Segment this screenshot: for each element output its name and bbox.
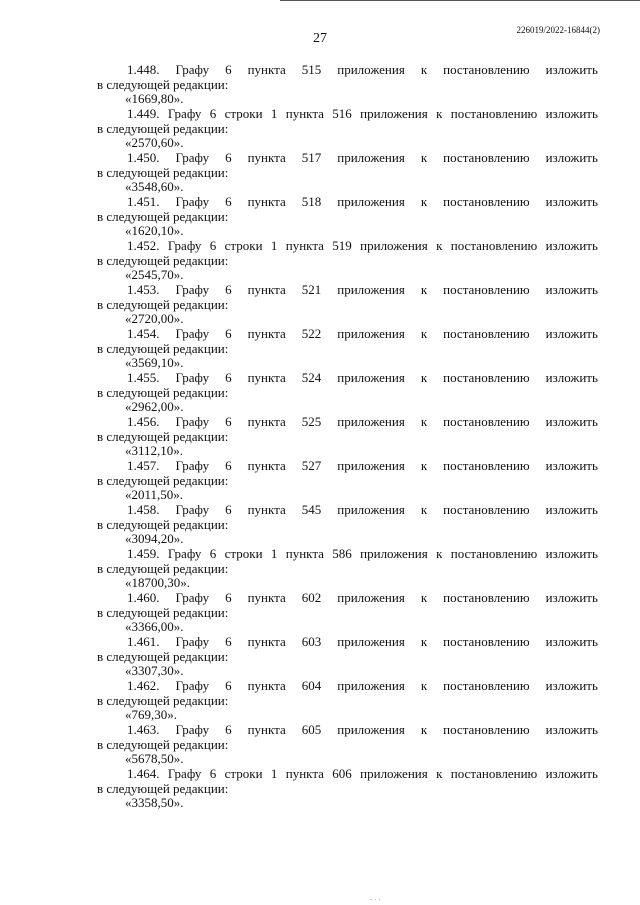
word: пункта: [247, 502, 286, 517]
amendment-value: «3569,10».: [125, 355, 184, 370]
word: пункта: [285, 766, 324, 781]
word: изложить: [545, 414, 598, 429]
amendment-item: [97, 590, 598, 634]
word: строки: [224, 766, 263, 781]
amendment-value: «2545,70».: [125, 267, 184, 282]
word: 1.464.: [127, 766, 160, 781]
word: приложения: [337, 414, 405, 429]
word: Графу: [175, 414, 210, 429]
word: 1.455.: [127, 370, 160, 385]
amendment-line-continuation: в следующей редакции:: [97, 77, 229, 92]
word: постановлению: [443, 414, 530, 429]
footer-mark: · · ·: [370, 896, 381, 904]
word: к: [420, 590, 428, 605]
amendment-line-continuation: в следующей редакции:: [97, 121, 229, 136]
word: к: [420, 678, 428, 693]
amendment-value: «18700,30».: [125, 575, 190, 590]
word: 6: [209, 238, 217, 253]
word: 6: [225, 414, 232, 429]
word: Графу: [175, 502, 210, 517]
word: к: [420, 502, 428, 517]
word: 604: [301, 678, 322, 693]
word: постановлению: [450, 766, 538, 781]
word: приложения: [337, 590, 405, 605]
word: к: [420, 62, 428, 77]
word: изложить: [545, 458, 598, 473]
word: пункта: [247, 194, 286, 209]
word: 521: [301, 282, 322, 297]
word: постановлению: [450, 546, 538, 561]
word: пункта: [247, 150, 286, 165]
amendment-value: «3358,50».: [125, 795, 184, 810]
word: приложения: [360, 766, 428, 781]
word: 1.454.: [127, 326, 160, 341]
amendment-line-continuation: в следующей редакции:: [97, 605, 229, 620]
word: 516: [332, 106, 352, 121]
top-divider: [280, 0, 640, 1]
amendment-line: [97, 194, 598, 210]
amendment-item: [97, 238, 598, 282]
word: Графу: [175, 150, 210, 165]
amendment-line: [97, 502, 598, 518]
word: 1.449.: [127, 106, 160, 121]
amendment-line: [97, 458, 598, 474]
word: Графу: [175, 282, 210, 297]
word: 6: [209, 546, 217, 561]
amendment-value: «3094,20».: [125, 531, 184, 546]
amendment-line-continuation: в следующей редакции:: [97, 209, 229, 224]
word: к: [420, 282, 428, 297]
word: к: [420, 722, 428, 737]
word: 6: [225, 634, 232, 649]
amendment-value: «5678,50».: [125, 751, 184, 766]
amendment-item: [97, 62, 598, 106]
amendment-line-continuation: в следующей редакции:: [97, 253, 229, 268]
amendment-item: [97, 502, 598, 546]
amendment-line: [97, 62, 598, 78]
amendment-line: [97, 282, 598, 298]
word: Графу: [175, 62, 210, 77]
word: Графу: [167, 106, 202, 121]
word: 1.450.: [127, 150, 160, 165]
word: пункта: [285, 106, 324, 121]
word: 1.460.: [127, 590, 160, 605]
word: приложения: [337, 326, 405, 341]
word: пункта: [247, 678, 286, 693]
word: 1.448.: [127, 62, 160, 77]
word: постановлению: [450, 238, 538, 253]
word: постановлению: [443, 370, 530, 385]
word: 518: [301, 194, 322, 209]
amendment-line-continuation: в следующей редакции:: [97, 385, 229, 400]
amendment-line: [97, 414, 598, 430]
word: 1.451.: [127, 194, 160, 209]
word: пункта: [247, 282, 286, 297]
amendment-line-continuation: в следующей редакции:: [97, 341, 229, 356]
word: к: [436, 238, 443, 253]
word: 6: [225, 62, 232, 77]
word: приложения: [360, 106, 428, 121]
amendment-line: [97, 766, 598, 782]
word: приложения: [360, 546, 428, 561]
amendment-line: [97, 590, 598, 606]
amendment-line: [97, 634, 598, 650]
amendment-item: [97, 766, 598, 810]
word: приложения: [360, 238, 428, 253]
word: 6: [225, 722, 232, 737]
word: приложения: [337, 370, 405, 385]
word: постановлению: [443, 678, 530, 693]
word: постановлению: [450, 106, 538, 121]
word: 1: [270, 546, 278, 561]
word: изложить: [545, 238, 598, 253]
word: постановлению: [443, 282, 530, 297]
amendment-item: [97, 458, 598, 502]
amendment-value: «2011,50».: [125, 487, 184, 502]
word: Графу: [175, 678, 210, 693]
word: 1.458.: [127, 502, 160, 517]
amendment-value: «3307,30».: [125, 663, 184, 678]
word: 517: [301, 150, 322, 165]
word: 6: [225, 502, 232, 517]
amendment-value: «2962,00».: [125, 399, 184, 414]
amendment-line-continuation: в следующей редакции:: [97, 165, 229, 180]
amendment-value: «1669,80».: [125, 91, 184, 106]
word: 545: [301, 502, 322, 517]
word: 6: [225, 458, 232, 473]
word: к: [420, 414, 428, 429]
amendment-value: «3548,60».: [125, 179, 184, 194]
page-number: 27: [313, 31, 327, 46]
word: пункта: [247, 590, 286, 605]
word: 1.453.: [127, 282, 160, 297]
word: приложения: [337, 634, 405, 649]
word: приложения: [337, 502, 405, 517]
word: 1.452.: [127, 238, 160, 253]
word: приложения: [337, 678, 405, 693]
word: 1.462.: [127, 678, 160, 693]
word: 522: [301, 326, 322, 341]
word: к: [436, 546, 443, 561]
word: пункта: [247, 326, 286, 341]
amendment-value: «769,30».: [125, 707, 177, 722]
word: 586: [332, 546, 352, 561]
word: приложения: [337, 458, 405, 473]
amendment-item: [97, 678, 598, 722]
word: постановлению: [443, 326, 530, 341]
word: постановлению: [443, 150, 530, 165]
word: 524: [301, 370, 322, 385]
document-id: 226019/2022-16844(2): [516, 25, 600, 35]
word: изложить: [545, 722, 598, 737]
word: к: [436, 766, 443, 781]
amendment-list: [97, 62, 598, 810]
word: 603: [301, 634, 322, 649]
amendment-line: [97, 106, 598, 122]
amendment-line: [97, 326, 598, 342]
word: 6: [225, 150, 232, 165]
word: Графу: [175, 634, 210, 649]
word: пункта: [285, 546, 324, 561]
word: строки: [224, 238, 263, 253]
word: изложить: [545, 634, 598, 649]
amendment-item: [97, 722, 598, 766]
word: изложить: [545, 766, 598, 781]
amendment-line-continuation: в следующей редакции:: [97, 473, 229, 488]
word: 519: [332, 238, 352, 253]
word: Графу: [175, 722, 210, 737]
word: 6: [225, 194, 232, 209]
amendment-item: [97, 194, 598, 238]
word: постановлению: [443, 634, 530, 649]
word: Графу: [175, 194, 210, 209]
word: Графу: [175, 458, 210, 473]
word: к: [420, 194, 428, 209]
word: изложить: [545, 546, 598, 561]
word: постановлению: [443, 62, 530, 77]
word: 1: [270, 106, 278, 121]
amendment-line: [97, 150, 598, 166]
word: к: [420, 370, 428, 385]
word: 6: [225, 678, 232, 693]
word: постановлению: [443, 194, 530, 209]
amendment-line-continuation: в следующей редакции:: [97, 693, 229, 708]
word: пункта: [247, 414, 286, 429]
word: приложения: [337, 722, 405, 737]
word: изложить: [545, 282, 598, 297]
word: пункта: [247, 370, 286, 385]
word: изложить: [545, 194, 598, 209]
word: Графу: [175, 326, 210, 341]
word: изложить: [545, 62, 598, 77]
word: приложения: [337, 62, 405, 77]
amendment-item: [97, 370, 598, 414]
word: 6: [209, 106, 217, 121]
word: 1: [270, 766, 278, 781]
word: 1.459.: [127, 546, 160, 561]
word: 606: [332, 766, 352, 781]
word: Графу: [167, 766, 202, 781]
amendment-line: [97, 722, 598, 738]
word: строки: [224, 106, 263, 121]
word: 6: [225, 370, 232, 385]
word: 6: [225, 282, 232, 297]
word: 525: [301, 414, 322, 429]
word: 1.456.: [127, 414, 160, 429]
amendment-item: [97, 106, 598, 150]
word: изложить: [545, 326, 598, 341]
word: 6: [225, 590, 232, 605]
word: постановлению: [443, 458, 530, 473]
word: Графу: [167, 238, 202, 253]
amendment-item: [97, 634, 598, 678]
word: 1.461.: [127, 634, 160, 649]
word: постановлению: [443, 502, 530, 517]
word: Графу: [167, 546, 202, 561]
amendment-item: [97, 414, 598, 458]
word: 1.463.: [127, 722, 160, 737]
word: изложить: [545, 590, 598, 605]
word: изложить: [545, 502, 598, 517]
word: постановлению: [443, 722, 530, 737]
amendment-line: [97, 678, 598, 694]
amendment-line-continuation: в следующей редакции:: [97, 517, 229, 532]
word: к: [420, 150, 428, 165]
amendment-value: «3366,00».: [125, 619, 184, 634]
amendment-item: [97, 326, 598, 370]
word: пункта: [247, 62, 286, 77]
amendment-line-continuation: в следующей редакции:: [97, 561, 229, 576]
word: 1: [270, 238, 278, 253]
word: 515: [301, 62, 322, 77]
word: приложения: [337, 150, 405, 165]
word: изложить: [545, 106, 598, 121]
word: Графу: [175, 370, 210, 385]
word: 527: [301, 458, 322, 473]
amendment-value: «2720,00».: [125, 311, 184, 326]
word: изложить: [545, 150, 598, 165]
amendment-line-continuation: в следующей редакции:: [97, 429, 229, 444]
amendment-line-continuation: в следующей редакции:: [97, 297, 229, 312]
word: к: [420, 326, 428, 341]
amendment-line: [97, 546, 598, 562]
amendment-line: [97, 370, 598, 386]
word: пункта: [285, 238, 324, 253]
amendment-item: [97, 282, 598, 326]
word: приложения: [337, 194, 405, 209]
amendment-line-continuation: в следующей редакции:: [97, 737, 229, 752]
amendment-line-continuation: в следующей редакции:: [97, 781, 229, 796]
amendment-item: [97, 150, 598, 194]
word: к: [420, 458, 428, 473]
word: к: [436, 106, 443, 121]
word: к: [420, 634, 428, 649]
word: пункта: [247, 458, 286, 473]
word: пункта: [247, 722, 286, 737]
amendment-value: «3112,10».: [125, 443, 184, 458]
word: 602: [301, 590, 322, 605]
word: 6: [209, 766, 217, 781]
word: изложить: [545, 370, 598, 385]
word: 6: [225, 326, 232, 341]
amendment-value: «1620,10».: [125, 223, 184, 238]
word: изложить: [545, 678, 598, 693]
word: Графу: [175, 590, 210, 605]
amendment-line-continuation: в следующей редакции:: [97, 649, 229, 664]
amendment-line: [97, 238, 598, 254]
amendment-item: [97, 546, 598, 590]
word: приложения: [337, 282, 405, 297]
word: 1.457.: [127, 458, 160, 473]
word: строки: [224, 546, 263, 561]
word: 605: [301, 722, 322, 737]
amendment-value: «2570,60».: [125, 135, 184, 150]
word: постановлению: [443, 590, 530, 605]
word: пункта: [247, 634, 286, 649]
